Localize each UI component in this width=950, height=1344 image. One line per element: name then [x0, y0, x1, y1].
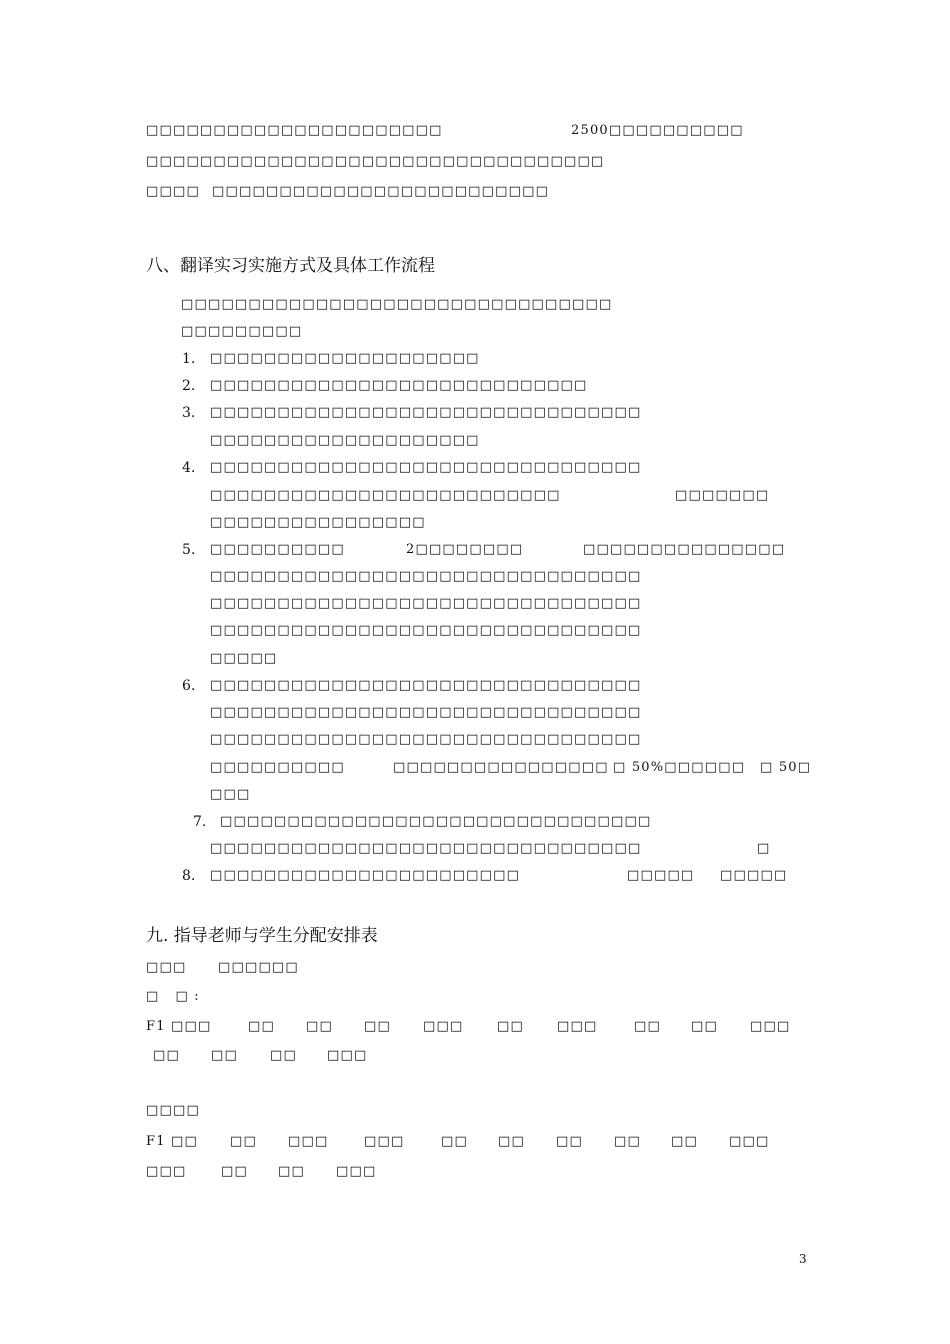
intro-line-1b: 2500□□□□□□□□□□: [571, 123, 744, 138]
group-1-member: □□: [634, 1019, 661, 1034]
group-2-member: □□: [498, 1134, 525, 1149]
intro-line-1a: □□□□□□□□□□□□□□□□□□□□□□: [146, 123, 443, 138]
item-6-text-a: □□□□□□□□□□□□□□□□□□□□□□□□□□□□□□□□: [210, 678, 642, 693]
item-6-text-g: □ 50□: [760, 760, 812, 775]
item-3-text-a: □□□□□□□□□□□□□□□□□□□□□□□□□□□□□□□□: [210, 405, 642, 420]
group-2-member: □□: [556, 1134, 583, 1149]
intro-line-3b: □□□□□□□□□□□□□□□□□□□□□□□□□: [212, 184, 550, 199]
item-5-text-f: □□□□□□□□□□□□□□□□□□□□□□□□□□□□□□□□: [210, 623, 642, 638]
section-8-heading: 八、翻译实习实施方式及具体工作流程: [146, 256, 435, 276]
assign-label-1b: □□□□□□: [218, 960, 299, 975]
group-1-member: □□□: [327, 1048, 368, 1063]
item-6-text-e: □□□□□□□□□□□□□□□□: [393, 760, 609, 775]
item-6-number: 6.: [182, 678, 196, 694]
item-7-text-c: □: [757, 841, 771, 856]
group-1-member: □□□: [750, 1019, 791, 1034]
group-2-member: □□□: [364, 1134, 405, 1149]
intro-line-2: □□□□□□□□□□□□□□□□□□□□□□□□□□□□□□□□□□: [146, 154, 605, 169]
item-2-text: □□□□□□□□□□□□□□□□□□□□□□□□□□□□: [210, 378, 588, 393]
item-5-number: 5.: [182, 542, 196, 558]
group-1-member: □□: [691, 1019, 718, 1034]
item-5-text-d: □□□□□□□□□□□□□□□□□□□□□□□□□□□□□□□□: [210, 569, 642, 584]
group-2-member: □□: [441, 1134, 468, 1149]
group-2-member: □□□: [146, 1164, 187, 1179]
item-6-text-d: □□□□□□□□□□: [210, 760, 345, 775]
group-2-member: □□: [614, 1134, 641, 1149]
item-3-text-b: □□□□□□□□□□□□□□□□□□□□: [210, 433, 480, 448]
group-1-member: F1 □□□: [146, 1019, 212, 1034]
item-6-text-b: □□□□□□□□□□□□□□□□□□□□□□□□□□□□□□□□: [210, 705, 642, 720]
section-8-para-2: □□□□□□□□□: [181, 324, 303, 339]
item-8-text-c: □□□□□: [720, 868, 788, 883]
item-6-text-h: □□□: [210, 787, 251, 802]
group-2-member: □□: [221, 1164, 248, 1179]
item-4-text-a: □□□□□□□□□□□□□□□□□□□□□□□□□□□□□□□□: [210, 460, 642, 475]
item-7-text-b: □□□□□□□□□□□□□□□□□□□□□□□□□□□□□□□□: [210, 841, 642, 856]
group-2-member: □□□: [288, 1134, 329, 1149]
group-1-member: □□: [364, 1019, 391, 1034]
group-2-member: □□□: [336, 1164, 377, 1179]
group-1-member: □□: [497, 1019, 524, 1034]
item-5-text-c: □□□□□□□□□□□□□□□: [583, 542, 786, 557]
group-2-member: □□: [671, 1134, 698, 1149]
page-number: 3: [799, 1252, 807, 1266]
item-4-text-c: □□□□□□□: [675, 488, 770, 503]
section-8-para-1: □□□□□□□□□□□□□□□□□□□□□□□□□□□□□□□□: [181, 297, 613, 312]
item-5-text-a: □□□□□□□□□□: [210, 542, 345, 557]
group-1-member: □□□: [423, 1019, 464, 1034]
item-1-number: 1.: [182, 351, 196, 367]
group-2-member: □□: [278, 1164, 305, 1179]
group-2-member: □□□: [729, 1134, 770, 1149]
assign-label-2: □ □ :: [146, 989, 200, 1004]
group-1-member: □□: [153, 1048, 180, 1063]
group-2-member: □□: [230, 1134, 257, 1149]
item-7-number: 7.: [193, 814, 207, 830]
item-4-text-b: □□□□□□□□□□□□□□□□□□□□□□□□□□: [210, 488, 561, 503]
intro-line-3a: □□□□: [146, 184, 200, 199]
assign-label-1a: □□□: [146, 960, 187, 975]
item-8-text-b: □□□□□: [627, 868, 695, 883]
item-8-number: 8.: [182, 868, 196, 884]
group-1-member: □□□: [557, 1019, 598, 1034]
item-4-number: 4.: [182, 460, 196, 476]
group-2-member: F1 □□: [146, 1134, 198, 1149]
group-1-member: □□: [306, 1019, 333, 1034]
item-5-text-e: □□□□□□□□□□□□□□□□□□□□□□□□□□□□□□□□: [210, 596, 642, 611]
group-1-member: □□: [211, 1048, 238, 1063]
item-5-text-b: 2□□□□□□□□: [406, 542, 524, 557]
item-4-text-d: □□□□□□□□□□□□□□□□: [210, 515, 426, 530]
item-6-text-f: □ 50%□□□□□□: [613, 760, 746, 775]
item-1-text: □□□□□□□□□□□□□□□□□□□□: [210, 351, 480, 366]
section-9-heading: 九. 指导老师与学生分配安排表: [146, 926, 378, 946]
item-7-text-a: □□□□□□□□□□□□□□□□□□□□□□□□□□□□□□□□: [220, 814, 652, 829]
item-5-text-g: □□□□□: [210, 651, 278, 666]
item-8-text-a: □□□□□□□□□□□□□□□□□□□□□□□: [210, 868, 521, 883]
item-6-text-c: □□□□□□□□□□□□□□□□□□□□□□□□□□□□□□□□: [210, 732, 642, 747]
group-1-member: □□: [270, 1048, 297, 1063]
assign-label-5: □□□□: [146, 1103, 200, 1118]
item-2-number: 2.: [182, 378, 196, 394]
group-1-member: □□: [248, 1019, 275, 1034]
item-3-number: 3.: [182, 405, 196, 421]
